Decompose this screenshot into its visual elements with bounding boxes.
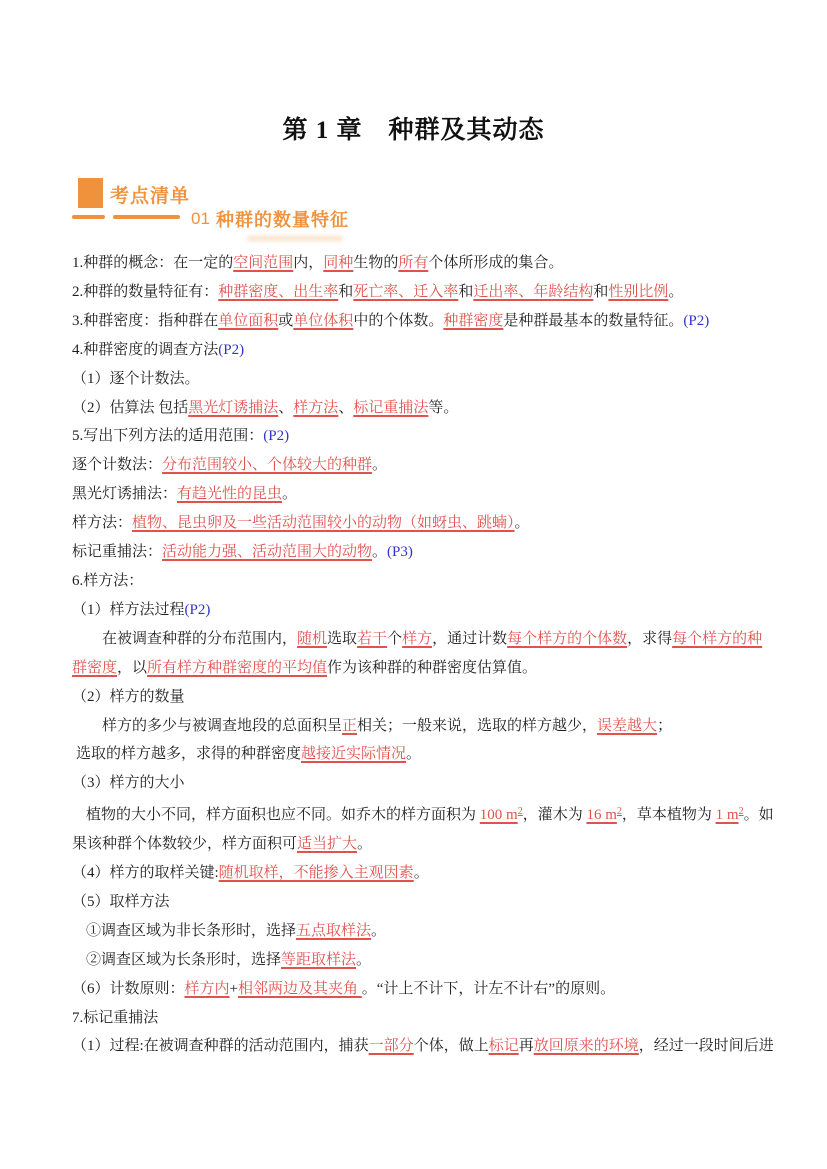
- text-line: [72, 683, 755, 712]
- divider-segment: [113, 215, 180, 219]
- text-line: [72, 740, 755, 769]
- text-run: 再: [518, 1038, 534, 1055]
- text-line: [72, 917, 755, 946]
- text-line: [72, 888, 755, 917]
- highlight-run: 同种: [323, 255, 354, 271]
- text-line: [72, 480, 755, 509]
- section-title: 种群的数量特征: [216, 210, 349, 230]
- text-run: 标记重捕法：: [72, 544, 163, 561]
- text-run: 和: [593, 283, 609, 300]
- highlight-run: 每个样方的个体数: [507, 630, 628, 647]
- highlight-run: 死亡率、迁入率: [353, 283, 459, 300]
- page-ref: (P3): [387, 544, 413, 561]
- highlight-run: 五点取样法: [296, 922, 372, 939]
- text-run: 6.样方法：: [72, 572, 144, 589]
- text-run: 。: [371, 922, 387, 939]
- orange-square-icon: [78, 178, 103, 208]
- text-run: 1.种群的概念：在一定的: [72, 255, 234, 271]
- text-run: ，通过计数: [432, 630, 508, 647]
- text-run: ②调查区域为长条形时，选择: [86, 951, 282, 968]
- highlight-run: 活动能力强、活动范围大的动物: [162, 544, 373, 561]
- text-run: ，以: [117, 659, 148, 676]
- text-run: （1）样方法过程: [72, 601, 185, 618]
- page-title: 第 1 章 种群及其动态: [282, 117, 545, 144]
- text-run: +: [229, 980, 238, 997]
- highlight-run: 所有: [398, 255, 429, 271]
- highlight-run: 标记重捕法: [353, 399, 429, 416]
- text-run: 、: [338, 399, 354, 416]
- text-run: 相关；一般来说，选取的样方越少，: [357, 717, 598, 734]
- page-ref: (P2): [184, 601, 211, 618]
- highlight-run: 等距取样法: [281, 951, 357, 968]
- highlight-run: 有趋光性的昆虫: [177, 486, 283, 503]
- text-run: ①调查区域为非长条形时，选择: [86, 922, 297, 939]
- highlight-run: 放回原来的环境: [533, 1038, 639, 1055]
- text-run: （4）样方的取样关键:: [72, 865, 219, 882]
- section-number: 01: [191, 209, 210, 228]
- text-line: [72, 859, 755, 888]
- text-run: 2.种群的数量特征有：: [72, 283, 219, 300]
- text-run: 个: [387, 630, 403, 647]
- text-run: 内，: [293, 255, 324, 271]
- exam-points-badge-label: 考点清单: [110, 186, 191, 207]
- highlight-run: 适当扩大: [297, 836, 358, 853]
- text-run: 是种群最基本的数量特征。: [503, 312, 684, 329]
- divider-segment: [72, 215, 105, 219]
- text-run: （1）逐个计数法。: [72, 370, 200, 387]
- text-run: （5）取样方法: [72, 893, 170, 910]
- highlight-run: 相邻两边及其夹角: [238, 980, 362, 997]
- text-run: 中的个体数。: [353, 312, 444, 329]
- text-run: 或: [278, 312, 294, 329]
- highlight-run: 正: [342, 717, 358, 734]
- text-run: 黑光灯诱捕法：: [72, 486, 178, 503]
- text-line: [72, 307, 755, 336]
- text-line: [72, 830, 755, 859]
- highlight-run: 若干: [357, 630, 388, 647]
- page-ref: (P2): [683, 312, 710, 329]
- text-run: 个体，做上: [413, 1038, 489, 1055]
- text-line: [72, 654, 755, 683]
- highlight-run: 群密度: [72, 659, 118, 676]
- text-line: [72, 712, 755, 741]
- text-run: 样方的多少与被调查地段的总面积呈: [102, 717, 343, 734]
- text-run: 。: [282, 486, 298, 503]
- highlight-run: 空间范围: [233, 255, 294, 271]
- text-run: （2）样方的数量: [72, 688, 185, 705]
- text-run: 选取的样方越多，求得的种群密度: [76, 746, 302, 763]
- highlight-run: 种群密度: [443, 312, 504, 329]
- highlight-run: 样方法: [293, 399, 339, 416]
- highlight-run: 植物、昆虫卵及一些活动范围较小的动物（如蚜虫、跳蝻）: [132, 515, 515, 532]
- text-line: [72, 336, 755, 365]
- text-run: （3）样方的大小: [72, 775, 185, 792]
- text-run: 。如: [743, 807, 774, 824]
- text-run: 作为该种群的种群密度估算值。: [327, 659, 538, 676]
- highlight-superscript: 2: [616, 806, 622, 818]
- page-ref: (P2): [263, 428, 290, 445]
- text-run: 。: [357, 836, 373, 853]
- highlight-run: 性别比例: [608, 283, 669, 300]
- text-run: 。: [372, 544, 388, 561]
- text-run: 植物的大小不同，样方面积也应不同。如乔木的样方面积为: [86, 807, 480, 824]
- text-run: 。: [514, 515, 530, 532]
- text-line: [72, 249, 755, 278]
- text-run: 7.标记重捕法: [72, 1009, 159, 1026]
- text-run: ，草本植物为: [621, 807, 716, 824]
- text-run: 在被调查种群的分布范围内，: [102, 630, 298, 647]
- text-line: [72, 394, 755, 423]
- text-line: [72, 1032, 774, 1061]
- text-run: ，求得: [627, 630, 673, 647]
- highlight-run: 1 m: [715, 807, 739, 824]
- highlight-run: 一部分: [368, 1038, 414, 1055]
- highlight-superscript: 2: [517, 806, 523, 818]
- text-run: 、: [278, 399, 294, 416]
- highlight-run: 单位面积: [218, 312, 279, 329]
- section-title-shadow: [247, 236, 343, 241]
- text-run: 和: [458, 283, 474, 300]
- highlight-run: 越接近实际情况: [301, 746, 407, 763]
- highlight-run: 样方: [402, 630, 433, 647]
- text-line: [72, 1004, 755, 1033]
- highlight-run: 每个样方的种: [672, 630, 763, 647]
- highlight-run: 分布范围较小、个体较大的种群: [162, 457, 373, 474]
- text-run: 等。: [428, 399, 459, 416]
- text-run: 果该种群个体数较少，样方面积可: [72, 836, 298, 853]
- page-ref: (P2): [218, 341, 245, 358]
- text-run: 。: [372, 457, 388, 474]
- text-run: （1）过程:在被调查种群的活动范围内，捕获: [72, 1038, 369, 1055]
- text-run: 选取: [327, 630, 358, 647]
- highlight-run: 迁出率、年龄结构: [473, 283, 594, 300]
- text-run: 逐个计数法：: [72, 457, 163, 474]
- text-run: 生物的: [353, 255, 399, 271]
- text-line: [72, 975, 755, 1004]
- text-line: [72, 567, 755, 596]
- highlight-run: 黑光灯诱捕法: [188, 399, 279, 416]
- highlight-run: 单位体积: [293, 312, 354, 329]
- text-run: 。: [668, 283, 684, 300]
- text-run: ，经过一段时间后进: [638, 1038, 774, 1055]
- highlight-run: 100 m: [479, 807, 518, 824]
- text-run: 3.种群密度：指种群在: [72, 312, 219, 329]
- text-run: ；: [657, 717, 673, 734]
- text-line: [72, 509, 755, 538]
- text-run: 。: [356, 951, 372, 968]
- text-run: 。“计上不计下，计左不计右”的原则。: [361, 980, 616, 997]
- text-line: [72, 365, 755, 394]
- text-run: ，灌木为: [522, 807, 587, 824]
- highlight-run: 随机: [297, 630, 328, 647]
- highlight-run: 随机取样，不能掺入主观因素: [218, 865, 414, 882]
- text-run: 。: [413, 865, 429, 882]
- highlight-run: 标记: [488, 1038, 519, 1055]
- text-line: [72, 451, 755, 480]
- text-run: 。: [406, 746, 422, 763]
- text-run: 4.种群密度的调查方法: [72, 341, 219, 358]
- text-line: [72, 422, 755, 451]
- document-body: [72, 249, 774, 1061]
- highlight-run: 样方内: [184, 980, 230, 997]
- text-run: （2）估算法 包括: [72, 399, 189, 416]
- text-run: 个体所形成的集合。: [428, 255, 564, 271]
- text-run: 样方法：: [72, 515, 133, 532]
- text-line: [72, 798, 774, 830]
- highlight-run: 误差越大: [597, 717, 658, 734]
- highlight-run: 种群密度、出生率: [218, 283, 339, 300]
- highlight-run: 所有样方种群密度的平均值: [147, 659, 328, 676]
- text-line: [72, 278, 755, 307]
- text-line: [72, 625, 763, 654]
- text-run: 和: [338, 283, 354, 300]
- text-run: 5.写出下列方法的适用范围：: [72, 428, 264, 445]
- text-line: [72, 596, 755, 625]
- text-line: [72, 769, 755, 798]
- highlight-superscript: 2: [738, 806, 744, 818]
- text-line: [72, 538, 755, 567]
- text-run: （6）计数原则：: [72, 980, 185, 997]
- text-line: [72, 946, 755, 975]
- highlight-run: 16 m: [586, 807, 617, 824]
